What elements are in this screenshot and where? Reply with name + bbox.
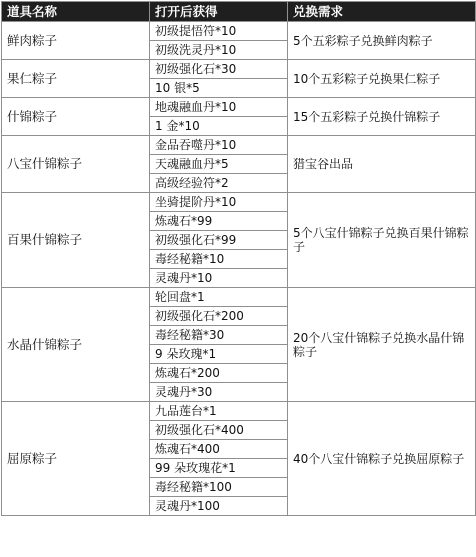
reward-cell: 毒经秘籍*10 (150, 250, 288, 269)
reward-cell: 金品吞噬丹*10 (150, 136, 288, 155)
requirement-cell: 40个八宝什锦粽子兑换屈原粽子 (288, 402, 476, 516)
reward-cell: 初级强化石*99 (150, 231, 288, 250)
reward-cell: 坐骑提阶丹*10 (150, 193, 288, 212)
reward-cell: 炼魂石*99 (150, 212, 288, 231)
item-name-cell: 鲜肉粽子 (2, 22, 150, 60)
reward-cell: 初级强化石*200 (150, 307, 288, 326)
item-name-cell: 水晶什锦粽子 (2, 288, 150, 402)
zongzi-exchange-table (1, 1, 476, 516)
requirement-cell: 20个八宝什锦粽子兑换水晶什锦粽子 (288, 288, 476, 402)
header-item-name: 道具名称 (2, 2, 150, 22)
requirement-cell: 猎宝谷出品 (288, 136, 476, 193)
table-row (2, 98, 476, 117)
reward-cell: 99 朵玫瑰花*1 (150, 459, 288, 478)
item-name-cell: 果仁粽子 (2, 60, 150, 98)
item-name-cell: 屈原粽子 (2, 402, 150, 516)
reward-cell: 灵魂丹*10 (150, 269, 288, 288)
reward-cell: 毒经秘籍*100 (150, 478, 288, 497)
table-body (2, 22, 476, 516)
reward-cell: 灵魂丹*100 (150, 497, 288, 516)
table-row (2, 22, 476, 41)
header-requirement: 兑换需求 (288, 2, 476, 22)
header-obtained: 打开后获得 (150, 2, 288, 22)
reward-cell: 九品莲台*1 (150, 402, 288, 421)
reward-cell: 初级提悟符*10 (150, 22, 288, 41)
reward-cell: 灵魂丹*30 (150, 383, 288, 402)
table-row (2, 402, 476, 421)
item-name-cell: 什锦粽子 (2, 98, 150, 136)
reward-cell: 炼魂石*400 (150, 440, 288, 459)
reward-cell: 地魂融血丹*10 (150, 98, 288, 117)
table-row (2, 60, 476, 79)
reward-cell: 初级强化石*30 (150, 60, 288, 79)
reward-cell: 高级经验符*2 (150, 174, 288, 193)
requirement-cell: 15个五彩粽子兑换什锦粽子 (288, 98, 476, 136)
table-row (2, 193, 476, 212)
reward-cell: 1 金*10 (150, 117, 288, 136)
reward-cell: 9 朵玫瑰*1 (150, 345, 288, 364)
item-name-cell: 八宝什锦粽子 (2, 136, 150, 193)
item-name-cell: 百果什锦粽子 (2, 193, 150, 288)
reward-cell: 初级强化石*400 (150, 421, 288, 440)
reward-cell: 初级洗灵丹*10 (150, 41, 288, 60)
table-row (2, 136, 476, 155)
requirement-cell: 10个五彩粽子兑换果仁粽子 (288, 60, 476, 98)
header-row (2, 2, 476, 22)
requirement-cell: 5个五彩粽子兑换鲜肉粽子 (288, 22, 476, 60)
reward-cell: 炼魂石*200 (150, 364, 288, 383)
table-row (2, 288, 476, 307)
reward-cell: 10 银*5 (150, 79, 288, 98)
reward-cell: 毒经秘籍*30 (150, 326, 288, 345)
requirement-cell: 5个八宝什锦粽子兑换百果什锦粽子 (288, 193, 476, 288)
reward-cell: 天魂融血丹*5 (150, 155, 288, 174)
reward-cell: 轮回盘*1 (150, 288, 288, 307)
